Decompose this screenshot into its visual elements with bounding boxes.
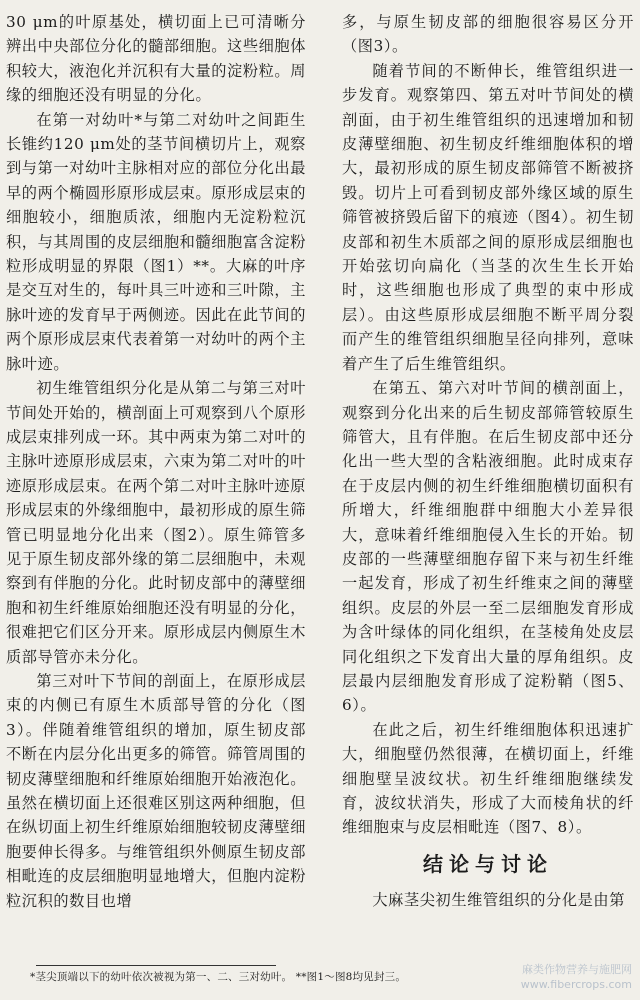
right-paragraph-4: 在此之后，初生纤维细胞体积迅速扩大，细胞壁仍然很薄，在横切面上，纤维细胞壁呈波纹状。初生纤维细胞继续发育，波纹状消失，形成了大而棱角状的纤维细胞束与皮层相毗连（图7、8）。 xyxy=(342,720,634,837)
right-column xyxy=(342,10,634,912)
right-paragraph-2: 随着节间的不断伸长，维管组织进一步发育。观察第四、第五对叶节间处的横剖面，由于初生维管组织的迅速增加和韧皮薄壁细胞、初生韧皮纤维细胞体积的增大，最初形成的原生韧皮部筛管不断被挤毁。切片上可看到韧皮部外缘区域的原生筛管被挤毁后留下的痕迹（图4）。初生韧皮部和初生木质部之间的原形成层细胞也开始弦切向扁化（当茎的次生生长开始时，这些细胞也形成了典型的束中形成层）。由这些原形成层细胞不断平周分裂而产生的维管组织细胞呈径向排列，意味着产生了后生维管组织。 xyxy=(342,61,634,373)
right-paragraph-3: 在第五、第六对叶节间的横剖面上，观察到分化出来的后生韧皮部筛管较原生筛管大，且有伴胞。在后生韧皮部中还分化出一些大型的含粘液细胞。此时成束存在于皮层内侧的初生纤维细胞横切面积有所增大，纤维细胞群中细胞大小差异很大，意味着纤维细胞侵入生长的开始。韧皮部的一些薄壁细胞存留下来与初生纤维一起发育，形成了初生纤维束之间的薄壁组织。皮层的外层一至二层细胞发育形成为含叶绿体的同化组织，在茎棱角处皮层同化组织之下发育出大量的厚角组织。皮层最内层细胞发育形成了淀粉鞘（图5、6）。 xyxy=(342,379,634,715)
section-heading: 结论与讨论 xyxy=(423,851,553,876)
footnote-divider xyxy=(36,965,276,966)
left-paragraph-3: 初生维管组织分化是从第二与第三对叶节间处开始的，横剖面上可观察到八个原形成层束排列成一环。其中两束为第二对叶的主脉叶迹原形成层束，六束为第二对叶的叶迹原形成层束。在两个第二对叶主脉叶迹原形成层束的外缘细胞中，最初形成的原生筛管已明显地分化出来（图2）。原生筛管多见于原生韧皮部外缘的第二层细胞中，未观察到有伴胞的分化。此时韧皮部中的薄壁细胞和初生纤维原始细胞还没有明显的分化，很难把它们区分开来。原形成层内侧原生木质部导管亦未分化。 xyxy=(6,379,306,666)
watermark-line-1: 麻类作物营养与施肥网 xyxy=(522,963,632,976)
watermark-line-2: www.fibercrops.com xyxy=(520,978,632,991)
left-column xyxy=(6,10,306,913)
left-paragraph-1: 30 μm的叶原基处，横切面上已可清晰分辨出中央部位分化的髓部细胞。这些细胞体积较大，液泡化并沉积有大量的淀粉粒。周缘的细胞还没有明显的分化。 xyxy=(6,13,306,105)
left-paragraph-4: 第三对叶下节间的剖面上，在原形成层束的内侧已有原生木质部导管的分化（图3）。伴随着维管组织的增加，原生韧皮部不断在内层分化出更多的筛管。筛管周围的韧皮薄壁细胞和纤维原始细胞开始液泡化。虽然在横切面上还很难区别这两种细胞，但在纵切面上初生纤维原始细胞较韧皮薄壁细胞要伸长得多。与维管组织外侧原生韧皮部相毗连的皮层细胞明显地增大，但胞内淀粉粒沉积的数目也增 xyxy=(6,671,306,910)
footnote: *茎尖顶端以下的幼叶依次被视为第一、二、三对幼叶。 **图1～图8均见封三。 xyxy=(30,971,407,983)
right-paragraph-5: 大麻茎尖初生维管组织的分化是由第 xyxy=(372,890,625,909)
right-paragraph-1: 多，与原生韧皮部的细胞很容易区分开（图3）。 xyxy=(342,13,634,56)
left-paragraph-2: 在第一对幼叶*与第二对幼叶之间距生长锥约120 μm处的茎节间横切片上，观察到与第一对幼叶主脉相对应的部位分化出最早的两个椭圆形原形成层束。原形成层束的细胞较小，细胞质浓，细胞内无淀粉粒沉积，与其周围的皮层细胞和髓细胞富含淀粉粒形成明显的界限（图1）**。大麻的叶序是交互对生的，每叶具三叶迹和三叶隙，主脉叶迹的发育早于两侧迹。因此在此节间的两个原形成层束代表着第一对幼叶的两个主脉叶迹。 xyxy=(6,110,306,373)
watermark xyxy=(521,962,632,992)
